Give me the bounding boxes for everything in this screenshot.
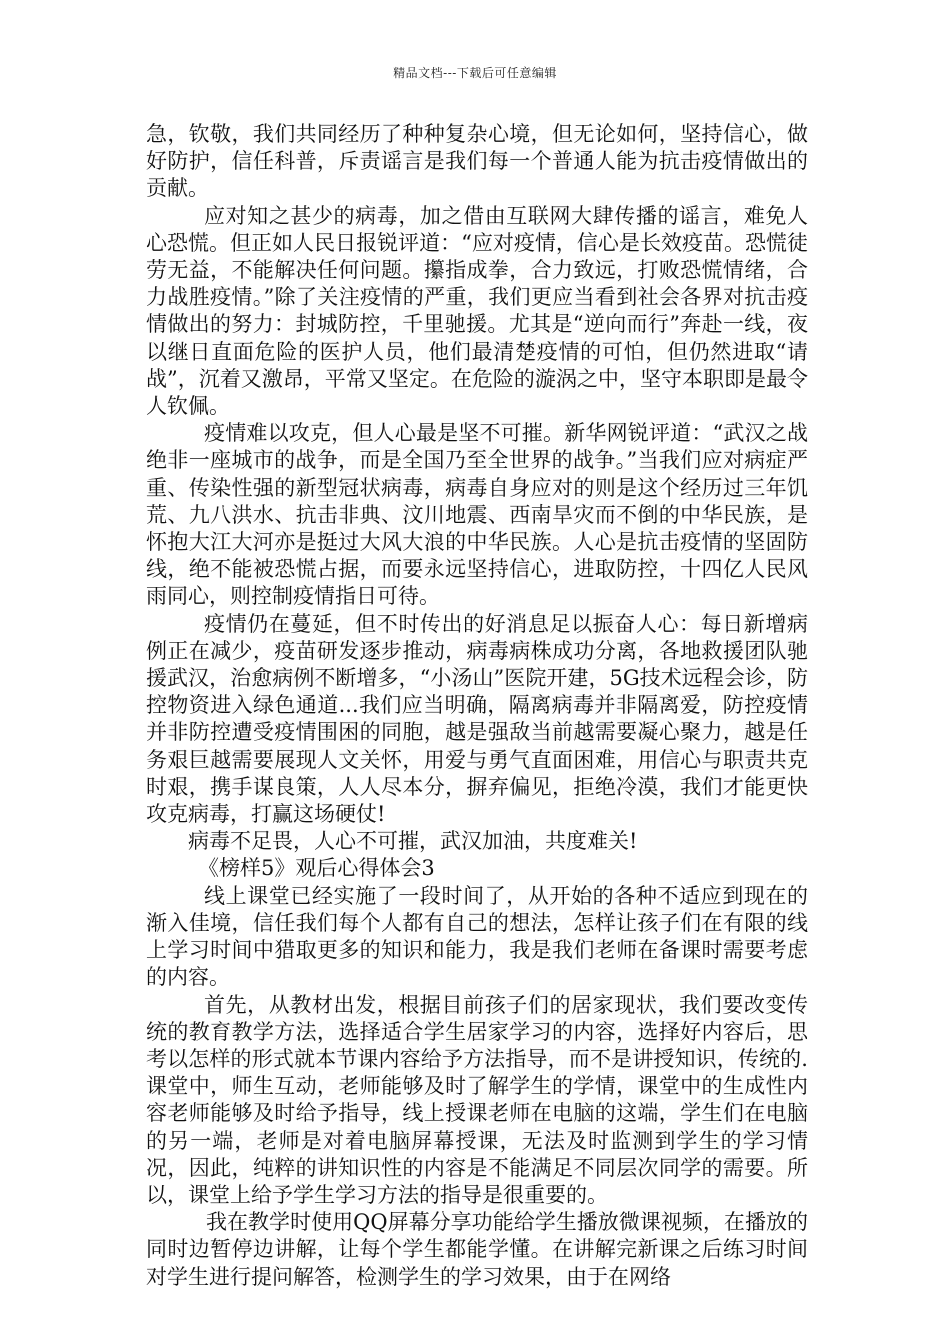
document-body: [146, 121, 808, 1291]
paragraph-4: 疫情仍在蔓延，但不时传出的好消息足以振奋人心：每日新增病例正在减少，疫苗研发逐步推动，病毒病株成功分离，各地救援团队驰援武汉，治愈病例不断增多，“小汤山”医院开建，5G技术远程会诊，防控物资进入绿色通道...我们应当明确，隔离病毒并非隔离爱，防控疫情并非防控遭受疫情围困的同胞，越是强敌当前越需要凝心聚力，越是任务艰巨越需要展现人文关怀，用爱与勇气直面困难，用信心与职责共克时艰，携手谋良策，人人尽本分，摒弃偏见，拒绝冷漠，我们才能更快攻克病毒，打赢这场硬仗!: [146, 611, 808, 827]
paragraph-8: 首先，从教材出发，根据目前孩子们的居家现状，我们要改变传统的教育教学方法，选择适合学生居家学习的内容，选择好内容后，思考以怎样的形式就本节课内容给予方法指导，而不是讲授知识，传统的.课堂中，师生互动，老师能够及时了解学生的学情，课堂中的生成性内容老师能够及时给予指导，线上授课老师在电脑的这端，学生们在电脑的另一端，老师是对着电脑屏幕授课，无法及时监测到学生的学习情况，因此，纯粹的讲知识性的内容是不能满足不同层次同学的需要。所以，课堂上给予学生学习方法的指导是很重要的。: [146, 992, 808, 1207]
paragraph-1: 急，钦敬，我们共同经历了种种复杂心境，但无论如何，坚持信心，做好防护，信任科普，斥责谣言是我们每一个普通人能为抗击疫情做出的贡献。: [146, 122, 808, 201]
paragraph-9: 我在教学时使用QQ屏幕分享功能给学生播放微课视频，在播放的同时边暂停边讲解，让每个学生都能学懂。在讲解完新课之后练习时间对学生进行提问解答，检测学生的学习效果，由于在网络: [146, 1210, 808, 1289]
paragraph-7: 线上课堂已经实施了一段时间了，从开始的各种不适应到现在的渐入佳境，信任我们每个人都有自己的想法，怎样让孩子们在有限的线上学习时间中猎取更多的知识和能力，我是我们老师在备课时需要考虑的内容。: [146, 883, 808, 990]
page-header: 精品文档---下载后可任意编辑: [393, 66, 557, 80]
paragraph-5: 病毒不足畏，人心不可摧，武汉加油，共度难关!: [188, 829, 638, 854]
section-title: 《榜样5》观后心得体会3: [198, 856, 435, 881]
paragraph-3: 疫情难以攻克，但人心最是坚不可摧。新华网锐评道：“武汉之战绝非一座城市的战争，而是全国乃至全世界的战争。”当我们应对病症严重、传染性强的新型冠状病毒，病毒自身应对的则是这个经历过三年饥荒、九八洪水、抗击非典、汶川地震、西南旱灾而不倒的中华民族，是怀抱大江大河亦是挺过大风大浪的中华民族。人心是抗击疫情的坚固防线，绝不能被恐慌占据，而要永远坚持信心，进取防控，十四亿人民风雨同心，则控制疫情指日可待。: [146, 421, 808, 609]
paragraph-2: 应对知之甚少的病毒，加之借由互联网大肆传播的谣言，难免人心恐慌。但正如人民日报锐评道：“应对疫情，信心是长效疫苗。恐慌徒劳无益，不能解决任何问题。攥指成拳，合力致远，打败恐慌情绪，合力战胜疫情。”除了关注疫情的严重，我们更应当看到社会各界对抗击疫情做出的努力：封城防控，千里驰援。尤其是“逆向而行”奔赴一线，夜以继日直面危险的医护人员，他们最清楚疫情的可怕，但仍然进取“请战”，沉着又激昂，平常又坚定。在危险的漩涡之中，坚守本职即是最令人钦佩。: [146, 203, 808, 419]
